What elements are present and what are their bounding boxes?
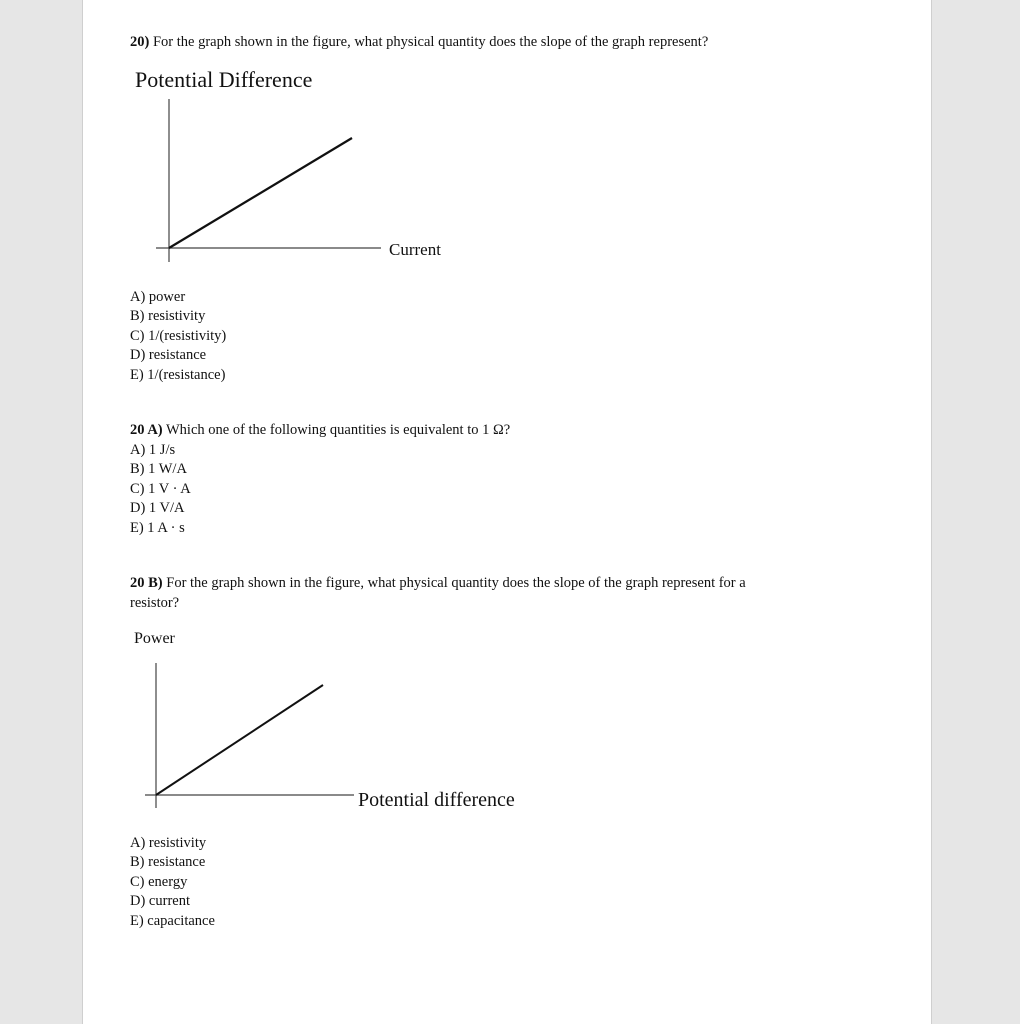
option-c[interactable]: C) energy xyxy=(130,873,188,890)
option-b[interactable]: B) resistivity xyxy=(130,308,206,325)
option-a[interactable]: A) 1 J/s xyxy=(130,442,176,458)
q2-options xyxy=(130,441,191,538)
question-number: 20 B) xyxy=(130,575,163,591)
option-d[interactable]: D) current xyxy=(130,893,190,910)
option-e[interactable]: E) 1/(resistance) xyxy=(130,366,226,383)
question-text: For the graph shown in the figure, what physical quantity does the slope of the graph represent for a xyxy=(162,575,746,591)
option-e[interactable]: E) capacitance xyxy=(130,912,215,929)
option-a[interactable]: A) resistivity xyxy=(130,835,207,851)
option-d[interactable]: D) 1 V/A xyxy=(130,500,185,517)
graph2-x-label: Potential difference xyxy=(358,789,515,811)
option-a[interactable]: A) power xyxy=(130,289,186,305)
question-text-continued: resistor? xyxy=(130,595,180,611)
graph2-line xyxy=(156,685,323,795)
question-20b xyxy=(130,574,746,593)
graph2-y-label: Power xyxy=(134,630,175,647)
option-e[interactable]: E) 1 A · s xyxy=(130,519,185,536)
q3-options xyxy=(130,834,215,931)
option-c[interactable]: C) 1 V · A xyxy=(130,480,191,497)
question-number: 20) xyxy=(130,34,150,50)
question-text: For the graph shown in the figure, what physical quantity does the slope of the graph represent? xyxy=(149,34,709,50)
q1-options xyxy=(130,288,226,385)
question-number: 20 A) xyxy=(130,422,163,438)
graph1-y-label: Potential Difference xyxy=(135,67,313,92)
graph1-x-label: Current xyxy=(389,240,441,259)
option-b[interactable]: B) 1 W/A xyxy=(130,461,187,478)
option-d[interactable]: D) resistance xyxy=(130,347,207,364)
question-text: Which one of the following quantities is equivalent to 1 Ω? xyxy=(162,422,511,438)
option-b[interactable]: B) resistance xyxy=(130,854,206,871)
option-c[interactable]: C) 1/(resistivity) xyxy=(130,327,227,344)
question-20a xyxy=(130,421,510,440)
graph1-line xyxy=(169,138,352,248)
